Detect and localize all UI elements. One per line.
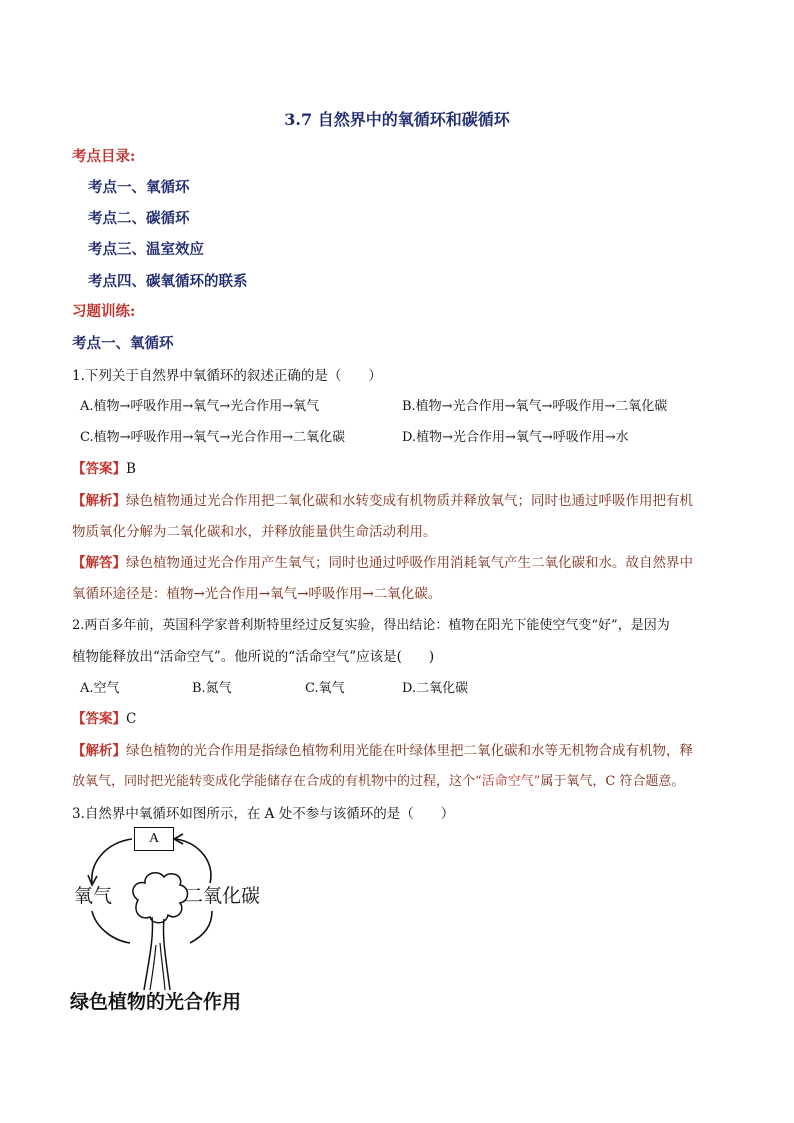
q2-analysis-quote: “活命空气”	[475, 774, 541, 789]
q1-analysis-line1	[72, 489, 693, 509]
q2-option-b: B.氮气	[192, 681, 232, 696]
oxygen-label: 氧气	[74, 885, 113, 907]
q1-option-a: A.植物→呼吸作用→氧气→光合作用→氧气	[80, 399, 320, 414]
q1-solution-line2: 氧循环途径是：植物→光合作用→氧气→呼吸作用→二氧化碳。	[72, 586, 442, 602]
toc-heading: 考点目录:	[72, 148, 136, 165]
q2-analysis-text1: 绿色植物的光合作用是指绿色植物利用光能在叶绿体里把二氧化碳和水等无机物合成有机物，释	[126, 743, 693, 759]
q1-answer-tag: 【答案】	[72, 461, 126, 477]
diagram-caption: 绿色植物的光合作用	[70, 991, 242, 1013]
q1-solution-line1	[72, 551, 693, 571]
q2-stem-line2: 植物能释放出“活命空气”。他所说的“活命空气”应该是( )	[72, 649, 435, 665]
q1-answer	[72, 457, 136, 477]
q1-option-b: B.植物→光合作用→氧气→呼吸作用→二氧化碳	[402, 399, 668, 414]
q2-answer-tag: 【答案】	[72, 711, 126, 727]
toc-item-3: 考点三、温室效应	[88, 241, 204, 258]
q2-answer-value: C	[126, 711, 137, 727]
co2-label: 二氧化碳	[184, 885, 261, 907]
q1-analysis-line2: 物质氧化分解为二氧化碳和水，并释放能量供生命活动利用。	[72, 524, 437, 540]
q2-analysis-text2b: 属于氧气，C 符合题意。	[540, 774, 685, 789]
q2-stem-line1: 2.两百多年前，英国科学家普利斯特里经过反复实验，得出结论：植物在阳光下能使空气变“好”，是因为	[72, 618, 670, 633]
q1-stem: 1.下列关于自然界中氧循环的叙述正确的是（ ）	[72, 368, 382, 384]
q2-analysis-tag: 【解析】	[72, 743, 126, 759]
q1-analysis-tag: 【解析】	[72, 493, 126, 509]
q1-option-c: C.植物→呼吸作用→氧气→光合作用→二氧化碳	[80, 430, 346, 445]
q2-option-c: C.氧气	[305, 681, 345, 696]
section1-heading: 考点一、氧循环	[72, 335, 174, 352]
toc-item-2: 考点二、碳循环	[88, 210, 190, 227]
toc-item-1: 考点一、氧循环	[88, 179, 190, 196]
q1-option-d: D.植物→光合作用→氧气→呼吸作用→水	[402, 430, 629, 445]
q1-analysis-text1: 绿色植物通过光合作用把二氧化碳和水转变成有机物质并释放氧气；同时也通过呼吸作用把有机	[126, 493, 693, 509]
oxygen-cycle-diagram	[70, 825, 270, 1015]
q2-analysis-text2a: 放氧气，同时把光能转变成化学能储存在合成的有机物中的过程，这个	[72, 774, 476, 789]
page-title: 3.7 自然界中的氧循环和碳循环	[284, 110, 510, 129]
q1-solution-tag: 【解答】	[72, 555, 126, 571]
practice-heading: 习题训练:	[72, 303, 136, 320]
q1-solution-text1: 绿色植物通过光合作用产生氧气；同时也通过呼吸作用消耗氧气产生二氧化碳和水。故自然界中	[126, 555, 693, 571]
q2-analysis-line2	[72, 770, 684, 789]
q2-answer	[72, 707, 136, 727]
toc-item-4: 考点四、碳氧循环的联系	[88, 273, 248, 290]
q2-option-d: D.二氧化碳	[402, 681, 469, 696]
q2-option-a: A.空气	[80, 681, 120, 696]
q1-answer-value: B	[126, 461, 136, 477]
q2-analysis-line1	[72, 739, 693, 759]
q3-stem: 3.自然界中氧循环如图所示，在 A 处不参与该循环的是（ ）	[72, 806, 455, 822]
box-a: A	[134, 827, 174, 851]
